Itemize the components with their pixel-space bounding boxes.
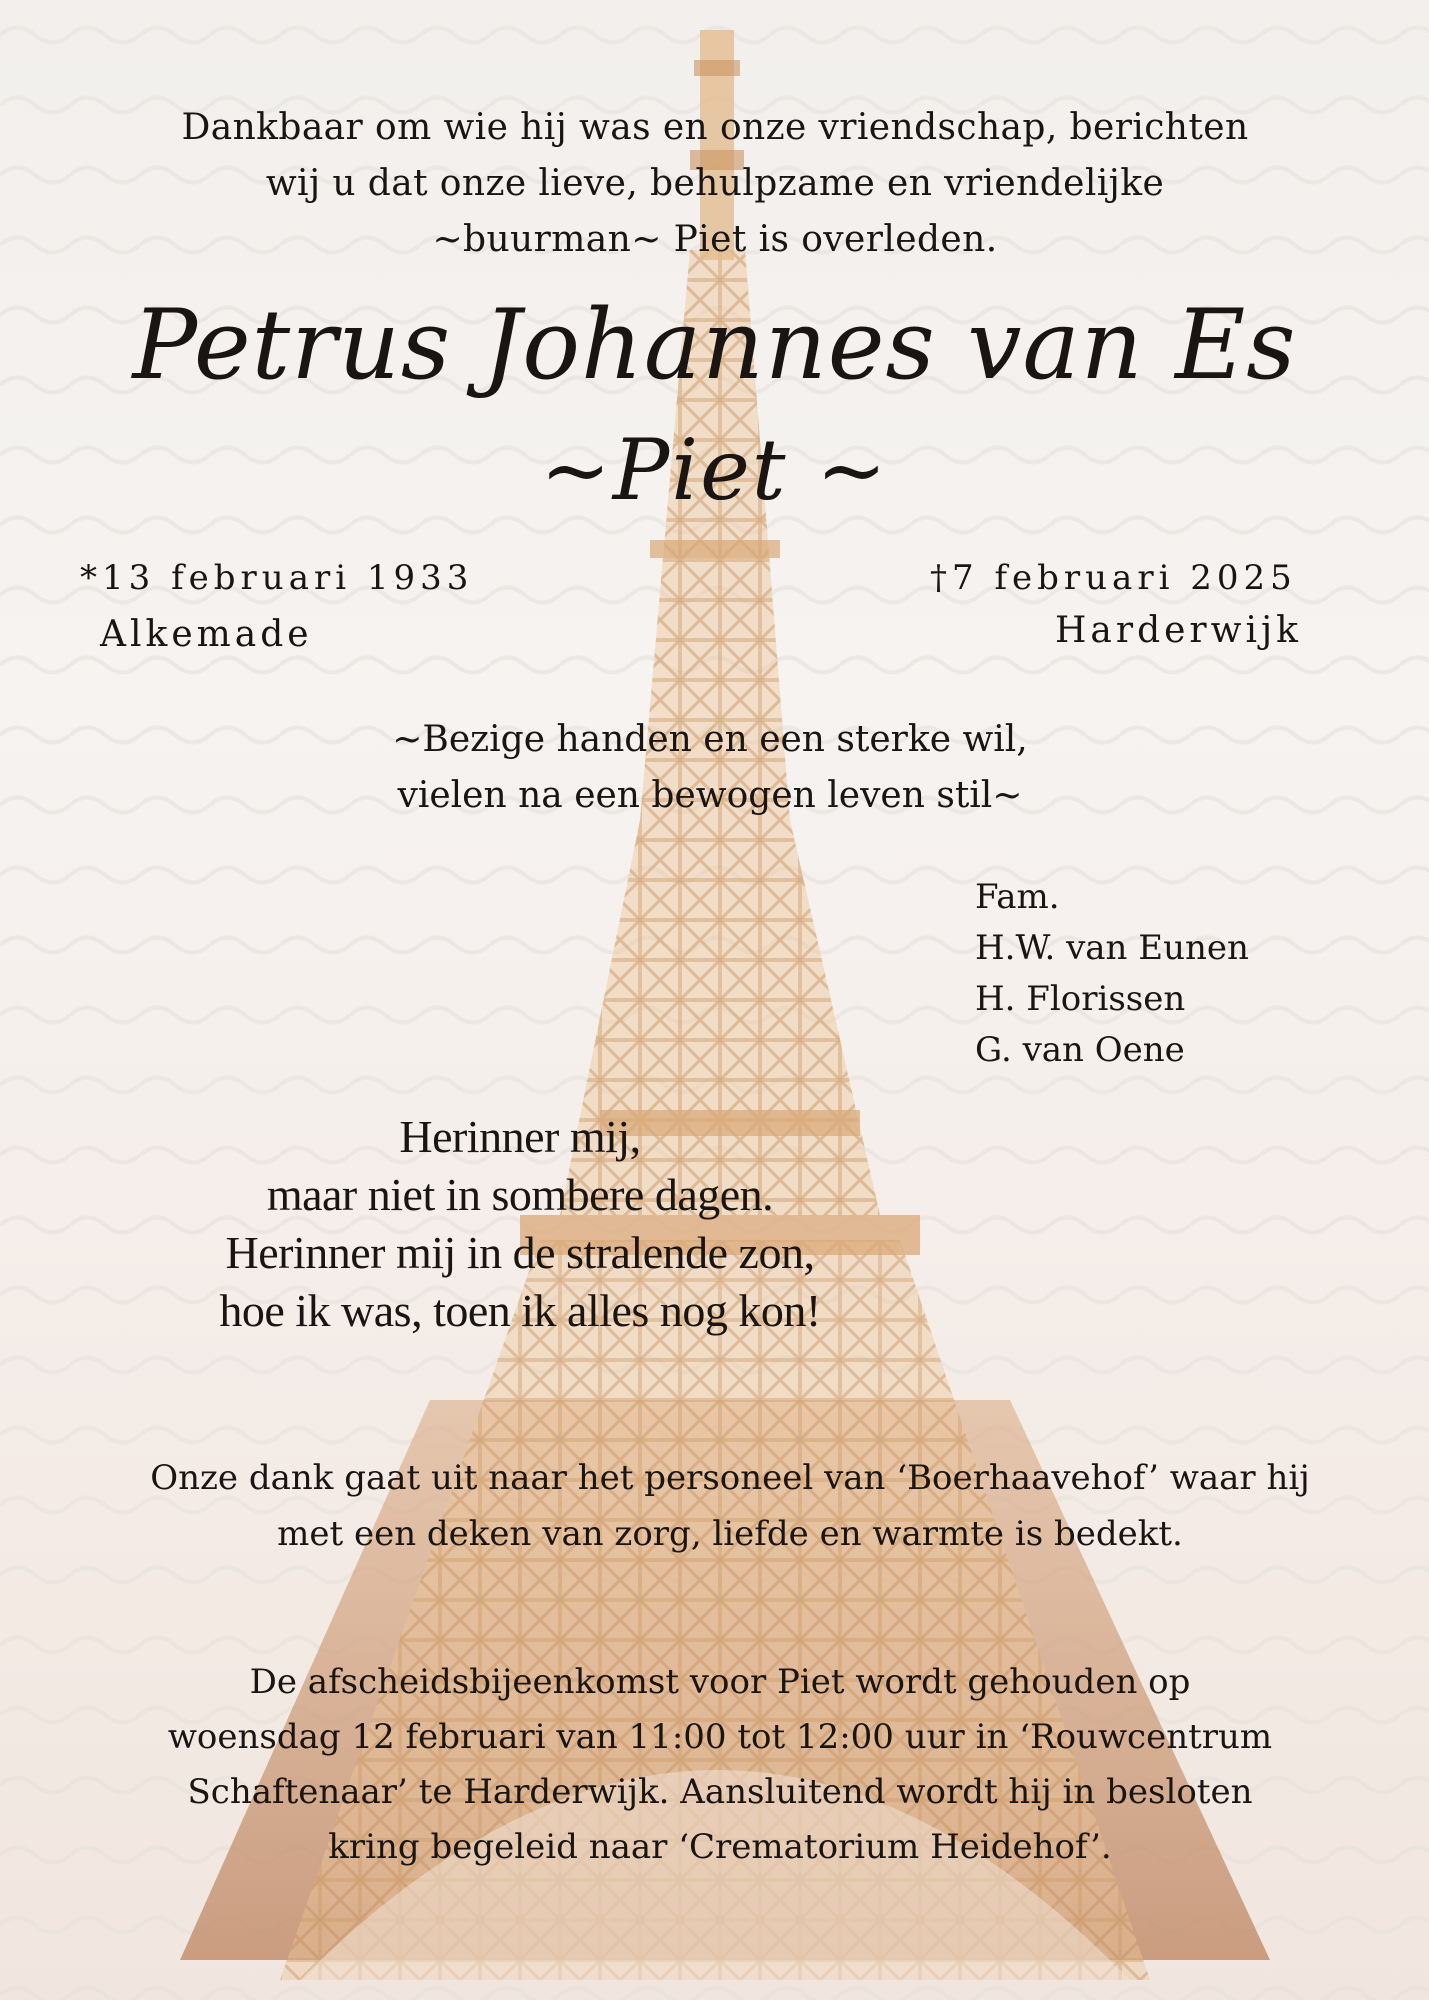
poem-text: Herinner mij, maar niet in sombere dagen. Herinner mij in de stralende zon, hoe ik was, toen ik alles nog kon! (219, 1111, 821, 1336)
birth-date: *13 februari 1933 (80, 558, 474, 598)
motto-text: ~Bezige handen en een sterke wil, vielen na een bewogen leven stil~ (392, 719, 1028, 816)
family-line: Fam. (975, 877, 1060, 917)
birth-place: Alkemade (100, 614, 313, 655)
family-line: G. van Oene (975, 1030, 1185, 1070)
family-line: H.W. van Eunen (975, 928, 1249, 968)
thanks-text: Onze dank gaat uit naar het personeel van ‘Boerhaavehof’ waar hij met een deken van zorg, liefde en warmte is bedekt. (150, 1458, 1310, 1554)
family-list (975, 872, 1249, 1076)
nickname: ~Piet ~ (540, 421, 889, 519)
farewell-text: De afscheidsbijeenkomst voor Piet wordt gehouden op woensdag 12 februari van 11:00 tot 12:00 uur in ‘Rouwcentrum Schaftenaar’ te Harderwijk. Aansluitend wordt hij in besloten kring begeleid naar ‘Crematorium Heidehof’. (167, 1662, 1273, 1867)
death-date: †7 februari 2025 (930, 558, 1297, 598)
death-place: Harderwijk (1055, 610, 1302, 651)
deceased-name: Petrus Johannes van Es (132, 289, 1297, 401)
family-line: H. Florissen (975, 979, 1186, 1019)
intro-text: Dankbaar om wie hij was en onze vriendschap, berichten wij u dat onze lieve, behulpzame en vriendelijke ~buurman~ Piet is overleden. (181, 107, 1249, 260)
